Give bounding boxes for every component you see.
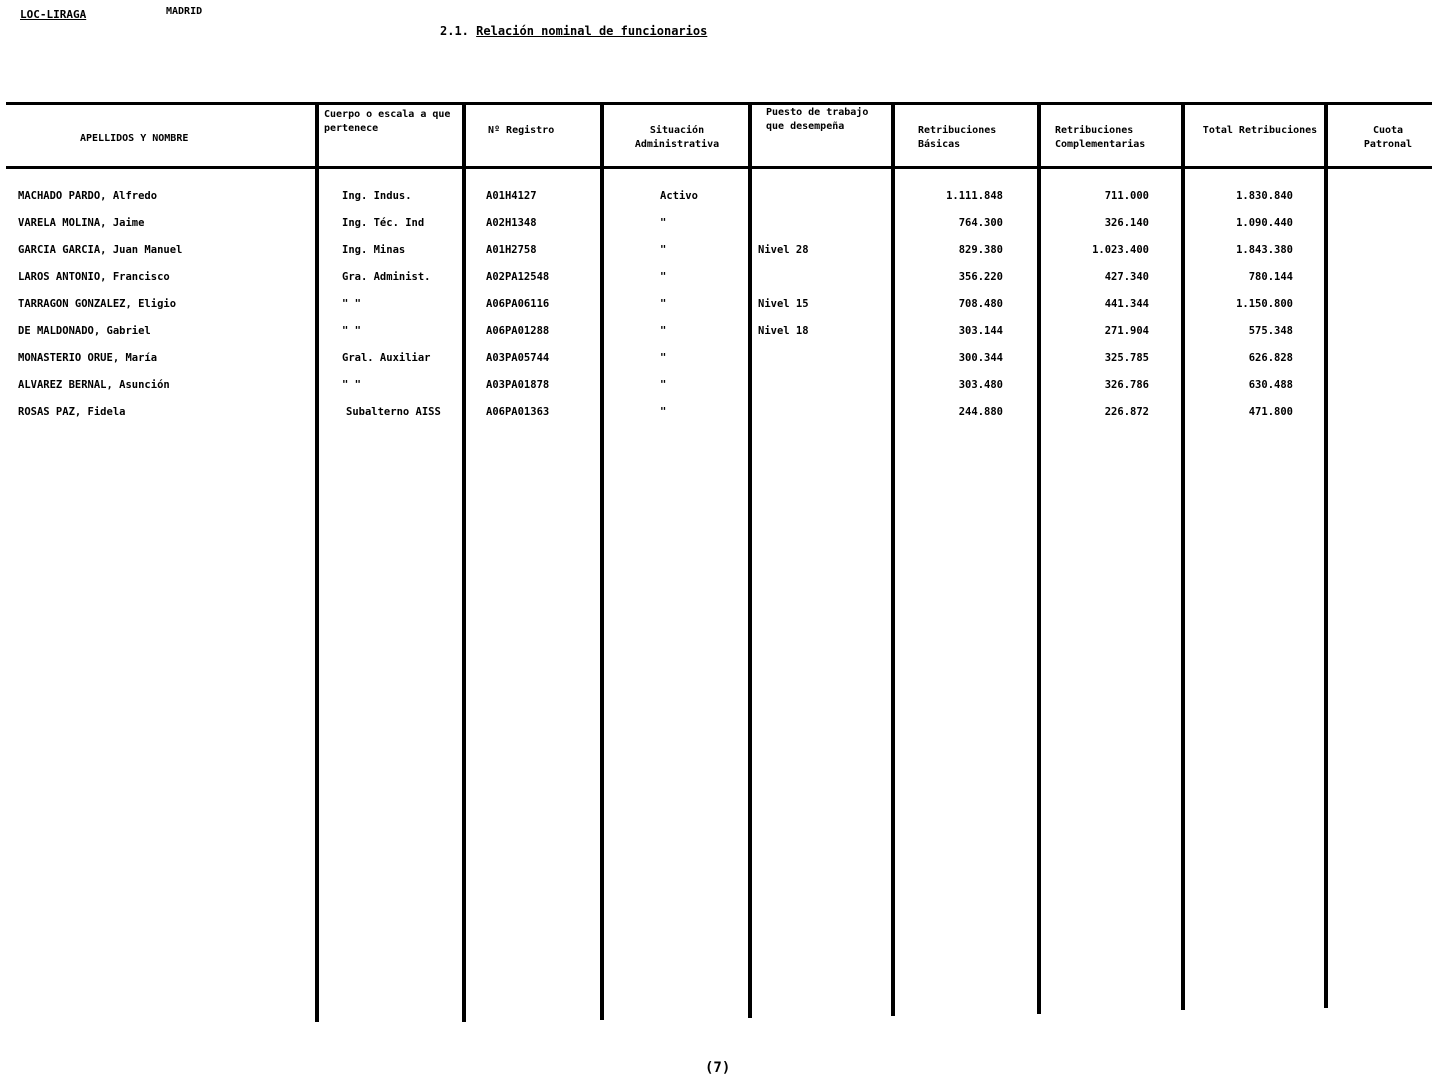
- table-cell-situacion: ": [660, 244, 667, 256]
- table-cell-registro: A06PA01363: [486, 406, 550, 418]
- column-divider: [1181, 104, 1185, 1010]
- table-cell-puesto: Nivel 15: [758, 298, 809, 310]
- table-cell-basicas: 1.111.848: [946, 190, 1003, 202]
- title-text: Relación nominal de funcionarios: [476, 24, 708, 38]
- table-cell-registro: A01H4127: [486, 190, 537, 202]
- table-cell-total: 1.090.440: [1236, 217, 1293, 229]
- table-cell-total: 1.830.840: [1236, 190, 1293, 202]
- table-cell-basicas: 300.344: [958, 352, 1003, 364]
- table-cell-situacion: ": [660, 325, 667, 337]
- table-cell-cuerpo: Gra. Administ.: [342, 271, 431, 283]
- table-cell-name: TARRAGON GONZALEZ, Eligio: [18, 298, 177, 310]
- table-cell-name: MACHADO PARDO, Alfredo: [18, 190, 158, 202]
- table-cell-registro: A06PA01288: [486, 325, 550, 337]
- table-cell-cuerpo: Ing. Indus.: [342, 190, 412, 202]
- col-header-situacion: Situación Administrativa: [634, 125, 720, 150]
- table-cell-registro: A01H2758: [486, 244, 537, 256]
- table-top-rule: [6, 102, 1432, 105]
- table-cell-basicas: 303.144: [958, 325, 1003, 337]
- table-cell-complementarias: 427.340: [1104, 271, 1149, 283]
- table-cell-basicas: 303.480: [958, 379, 1003, 391]
- table-cell-complementarias: 325.785: [1104, 352, 1149, 364]
- table-cell-situacion: ": [660, 406, 667, 418]
- table-cell-registro: A02PA12548: [486, 271, 550, 283]
- table-header-rule: [6, 166, 1432, 169]
- corner-label-city: MADRID: [166, 6, 203, 17]
- table-cell-complementarias: 226.872: [1104, 406, 1149, 418]
- table-cell-complementarias: 711.000: [1104, 190, 1149, 202]
- table-cell-name: ROSAS PAZ, Fidela: [18, 406, 126, 418]
- column-divider: [1037, 104, 1041, 1014]
- table-cell-cuerpo: Ing. Minas: [342, 244, 406, 256]
- table-cell-cuerpo: Ing. Téc. Ind: [342, 217, 425, 229]
- table-cell-cuerpo: " ": [342, 379, 361, 391]
- table-cell-basicas: 764.300: [958, 217, 1003, 229]
- table-cell-name: VARELA MOLINA, Jaime: [18, 217, 145, 229]
- col-header-name: APELLIDOS Y NOMBRE: [80, 133, 189, 144]
- col-header-registro: Nº Registro: [488, 125, 555, 136]
- table-cell-complementarias: 326.140: [1104, 217, 1149, 229]
- column-divider: [600, 104, 604, 1020]
- table-cell-total: 471.800: [1248, 406, 1293, 418]
- table-cell-puesto: Nivel 28: [758, 244, 809, 256]
- table-cell-complementarias: 1.023.400: [1092, 244, 1149, 256]
- table-cell-complementarias: 441.344: [1104, 298, 1149, 310]
- table-cell-basicas: 829.380: [958, 244, 1003, 256]
- table-cell-situacion: ": [660, 217, 667, 229]
- col-header-complementarias: Retribuciones Complementarias: [1055, 125, 1146, 150]
- table-cell-situacion: Activo: [660, 190, 698, 202]
- table-cell-basicas: 708.480: [958, 298, 1003, 310]
- table-cell-basicas: 244.880: [958, 406, 1003, 418]
- col-header-total: Total Retribuciones: [1202, 125, 1318, 136]
- table-cell-registro: A03PA05744: [486, 352, 550, 364]
- table-cell-name: DE MALDONADO, Gabriel: [18, 325, 151, 337]
- table-cell-situacion: ": [660, 352, 667, 364]
- column-divider: [748, 104, 752, 1018]
- col-header-basicas: Retribuciones Básicas: [918, 125, 997, 150]
- table-cell-name: GARCIA GARCIA, Juan Manuel: [18, 244, 183, 256]
- column-divider: [315, 104, 319, 1022]
- table-cell-total: 780.144: [1248, 271, 1293, 283]
- table-cell-basicas: 356.220: [958, 271, 1003, 283]
- table-cell-complementarias: 326.786: [1104, 379, 1149, 391]
- table-cell-total: 630.488: [1248, 379, 1293, 391]
- table-cell-cuerpo: Gral. Auxiliar: [342, 352, 431, 364]
- table-cell-total: 1.843.380: [1236, 244, 1293, 256]
- column-divider: [1324, 104, 1328, 1008]
- column-divider: [462, 104, 466, 1022]
- col-header-cuerpo: Cuerpo o escala a que pertenece: [324, 109, 451, 134]
- table-cell-name: ALVAREZ BERNAL, Asunción: [18, 379, 170, 391]
- table-cell-cuerpo: " ": [342, 298, 361, 310]
- title-number: 2.1.: [440, 24, 469, 38]
- column-divider: [891, 104, 895, 1016]
- table-cell-cuerpo: " ": [342, 325, 361, 337]
- table-cell-registro: A03PA01878: [486, 379, 550, 391]
- table-cell-total: 626.828: [1248, 352, 1293, 364]
- corner-label: LOC-LIRAGA: [20, 8, 87, 21]
- table-cell-name: MONASTERIO ORUE, María: [18, 352, 158, 364]
- table-cell-situacion: ": [660, 379, 667, 391]
- table-cell-registro: A06PA06116: [486, 298, 550, 310]
- table-cell-registro: A02H1348: [486, 217, 537, 229]
- table-cell-situacion: ": [660, 271, 667, 283]
- table-cell-total: 575.348: [1248, 325, 1293, 337]
- col-header-cuota: Cuota Patronal: [1363, 125, 1413, 150]
- col-header-puesto: Puesto de trabajo que desempeña: [766, 107, 869, 132]
- page-title: [440, 24, 707, 38]
- table-cell-cuerpo: Subalterno AISS: [346, 406, 441, 418]
- table-cell-total: 1.150.800: [1236, 298, 1293, 310]
- table-cell-situacion: ": [660, 298, 667, 310]
- table-cell-puesto: Nivel 18: [758, 325, 809, 337]
- page-number: (7): [705, 1060, 731, 1076]
- table-cell-complementarias: 271.904: [1104, 325, 1149, 337]
- table-cell-name: LAROS ANTONIO, Francisco: [18, 271, 170, 283]
